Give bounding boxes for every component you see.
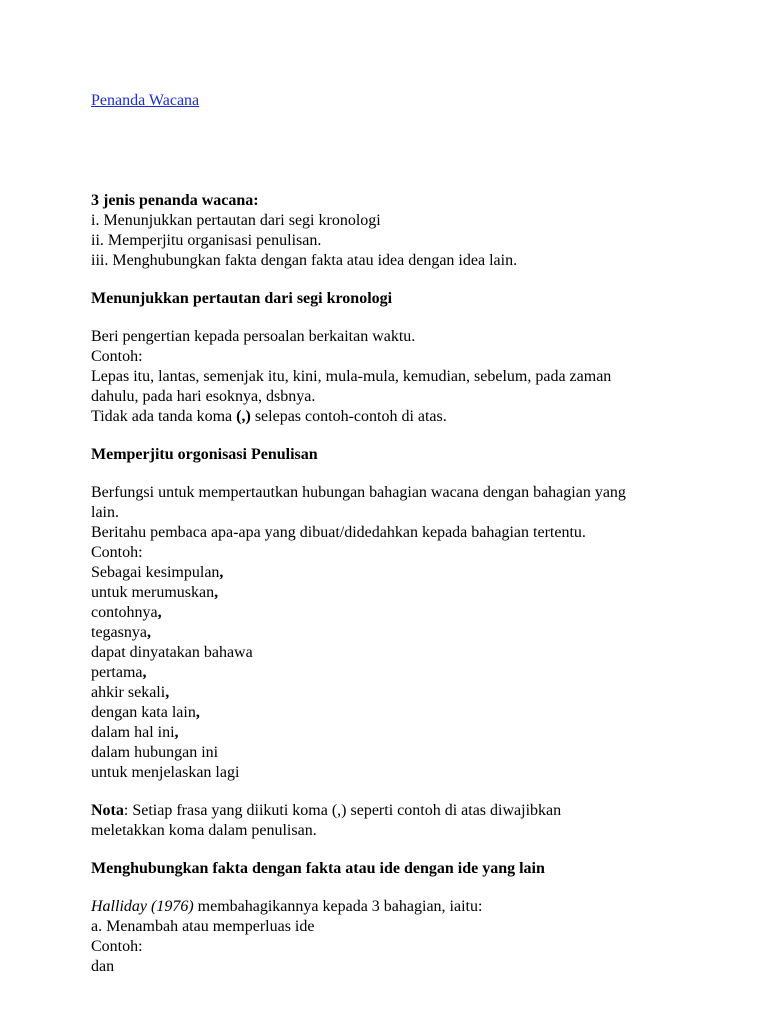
- section1-note-pre: Tidak ada tanda koma: [91, 408, 237, 425]
- section1-line: Beri pengertian kepada persoalan berkaitan waktu.: [91, 328, 416, 345]
- example-text: ahkir sekali: [91, 684, 166, 701]
- intro-heading: 3 jenis penanda wacana:: [91, 192, 259, 209]
- nota-text: : Setiap frasa yang diikuti koma (,) seperti contoh di atas diwajibkan: [123, 802, 562, 819]
- section2-contoh: Contoh:: [91, 544, 143, 561]
- section2-example-item: [91, 563, 711, 583]
- example-comma: ,: [174, 724, 179, 741]
- section2-desc: Beritahu pembaca apa-apa yang dibuat/didedahkan kepada bahagian tertentu.: [91, 524, 586, 541]
- example-text: dengan kata lain: [91, 704, 196, 721]
- section2-heading: Memperjitu orgonisasi Penulisan: [91, 446, 318, 463]
- example-text: pertama: [91, 664, 143, 681]
- example-text: dapat dinyatakan bahawa: [91, 644, 253, 661]
- section2-desc: lain.: [91, 504, 119, 521]
- section1-note-comma: (,): [236, 408, 251, 425]
- section2-examples-list: [91, 563, 711, 783]
- section1-examples: Lepas itu, lantas, semenjak itu, kini, mula-mula, kemudian, sebelum, pada zaman: [91, 368, 612, 385]
- example-text: untuk merumuskan: [91, 584, 215, 601]
- example-comma: ,: [157, 604, 162, 621]
- section3-example: dan: [91, 958, 115, 975]
- nota-line: [91, 801, 711, 821]
- intro-item: iii. Menghubungkan fakta dengan fakta atau idea dengan idea lain.: [91, 252, 518, 269]
- example-text: Sebagai kesimpulan: [91, 564, 220, 581]
- section1-examples: dahulu, pada hari esoknya, dsbnya.: [91, 388, 316, 405]
- section1-heading: Menunjukkan pertautan dari segi kronologi: [91, 290, 393, 307]
- section2-desc: Berfungsi untuk mempertautkan hubungan bahagian wacana dengan bahagian yang: [91, 484, 626, 501]
- example-text: dalam hubungan ini: [91, 744, 219, 761]
- example-comma: ,: [146, 624, 151, 641]
- section3-citation-post: membahagikannya kepada 3 bahagian, iaitu:: [193, 898, 483, 915]
- section2-example-item: [91, 583, 711, 603]
- section3-citation: Halliday (1976): [91, 898, 194, 915]
- section2-example-item: [91, 703, 711, 723]
- section2-example-item: [91, 623, 711, 643]
- example-comma: ,: [214, 584, 219, 601]
- example-comma: ,: [165, 684, 170, 701]
- example-text: untuk menjelaskan lagi: [91, 764, 240, 781]
- intro-item: ii. Memperjitu organisasi penulisan.: [91, 232, 322, 249]
- section2-example-item: [91, 603, 711, 623]
- section2-example-item: [91, 763, 711, 783]
- example-text: tegasnya: [91, 624, 147, 641]
- section2-example-item: [91, 743, 711, 763]
- section1-note-post: selepas contoh-contoh di atas.: [250, 408, 447, 425]
- section3-heading: Menghubungkan fakta dengan fakta atau ide dengan ide yang lain: [91, 860, 545, 877]
- section3-item: a. Menambah atau memperluas ide: [91, 918, 315, 935]
- document-body: [91, 91, 711, 977]
- example-text: dalam hal ini: [91, 724, 175, 741]
- document-title-link[interactable]: Penanda Wacana: [91, 92, 200, 109]
- section3-contoh: Contoh:: [91, 938, 143, 955]
- section1-contoh: Contoh:: [91, 348, 143, 365]
- example-comma: ,: [142, 664, 147, 681]
- section3-citation-line: [91, 897, 711, 917]
- example-comma: ,: [219, 564, 224, 581]
- section1-note: [91, 407, 711, 427]
- section2-example-item: [91, 723, 711, 743]
- section2-example-item: [91, 663, 711, 683]
- nota-label: Nota: [91, 802, 124, 819]
- section2-example-item: [91, 643, 711, 663]
- intro-item: i. Menunjukkan pertautan dari segi kronologi: [91, 212, 381, 229]
- nota-line: meletakkan koma dalam penulisan.: [91, 822, 317, 839]
- example-comma: ,: [195, 704, 200, 721]
- section2-example-item: [91, 683, 711, 703]
- example-text: contohnya: [91, 604, 158, 621]
